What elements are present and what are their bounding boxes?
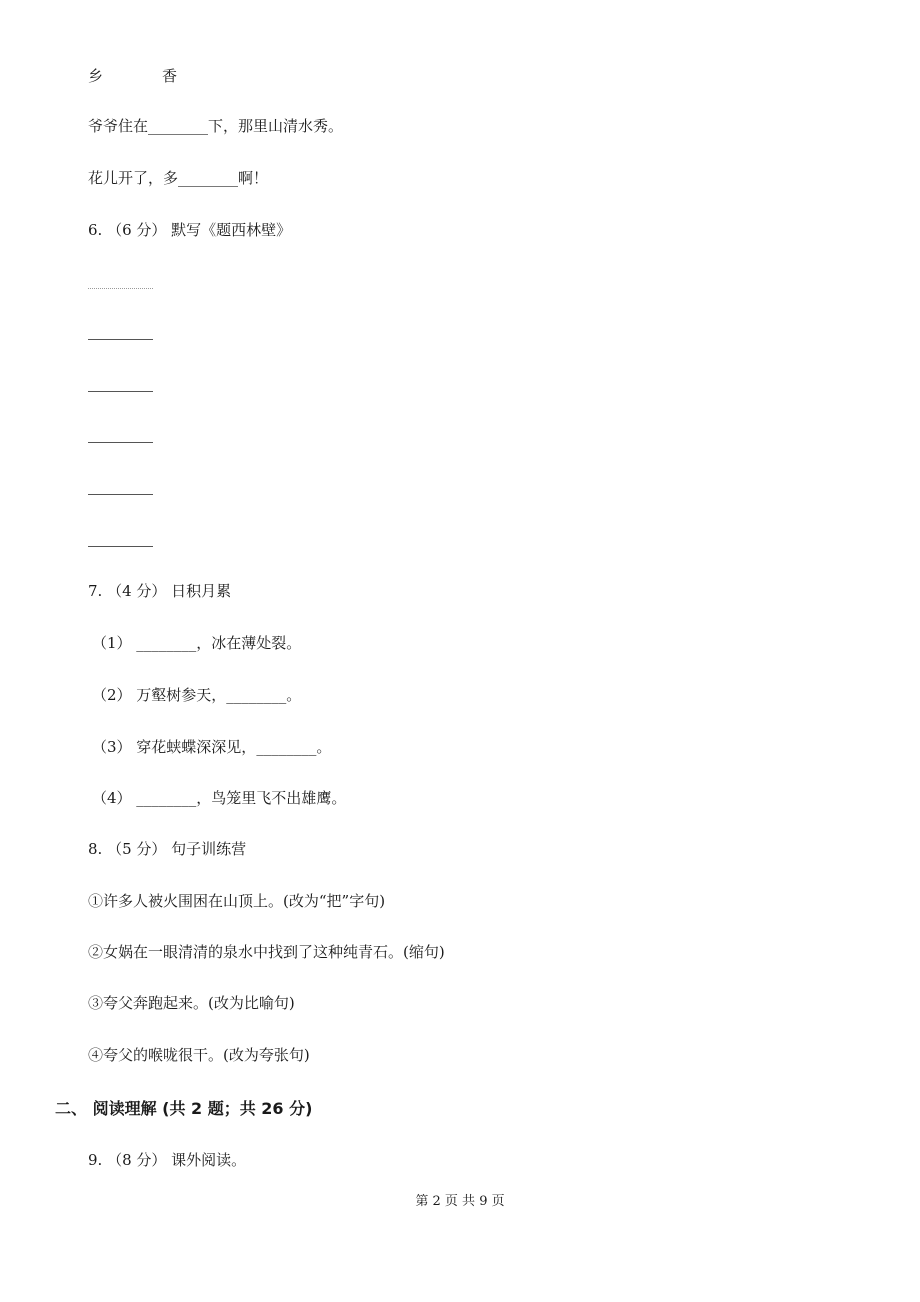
answer-blank-line[interactable]	[88, 391, 153, 392]
q8-item-4: ④夸父的喉咙很干。(改为夸张句)	[88, 1046, 310, 1064]
q5-line-2: 花儿开了，多________啊！	[88, 169, 269, 187]
answer-blank-line[interactable]	[88, 288, 153, 289]
q8-item-1: ①许多人被火围困在山顶上。(改为“把”字句)	[88, 892, 386, 910]
q6-title: 6. （6 分） 默写《题西林壁》	[88, 221, 292, 239]
q5-line-1: 爷爷住在________下，那里山清水秀。	[88, 117, 344, 135]
q7-item-4: （4） ________，鸟笼里飞不出雄鹰。	[92, 789, 347, 807]
section-2-title: 二、 阅读理解 (共 2 题；共 26 分)	[55, 1099, 313, 1118]
q7-item-1: （1） ________，冰在薄处裂。	[92, 634, 302, 652]
q8-item-2: ②女娲在一眼清清的泉水中找到了这种纯青石。(缩句)	[88, 943, 445, 961]
q7-item-3: （3） 穿花蛱蝶深深见，________。	[92, 738, 332, 756]
answer-blank-line[interactable]	[88, 546, 153, 547]
q8-title: 8. （5 分） 句子训练营	[88, 840, 247, 858]
q9-title: 9. （8 分） 课外阅读。	[88, 1151, 247, 1169]
answer-blank-line[interactable]	[88, 494, 153, 495]
answer-blank-line[interactable]	[88, 339, 153, 340]
page-footer: 第 2 页 共 9 页	[415, 1194, 505, 1209]
q8-item-3: ③夸父奔跑起来。(改为比喻句)	[88, 994, 295, 1012]
q7-item-2: （2） 万壑树参天，________。	[92, 686, 302, 704]
word-xiang-1: 乡	[88, 67, 104, 85]
answer-blank-line[interactable]	[88, 442, 153, 443]
q7-title: 7. （4 分） 日积月累	[88, 582, 232, 600]
word-xiang-2: 香	[162, 67, 178, 85]
